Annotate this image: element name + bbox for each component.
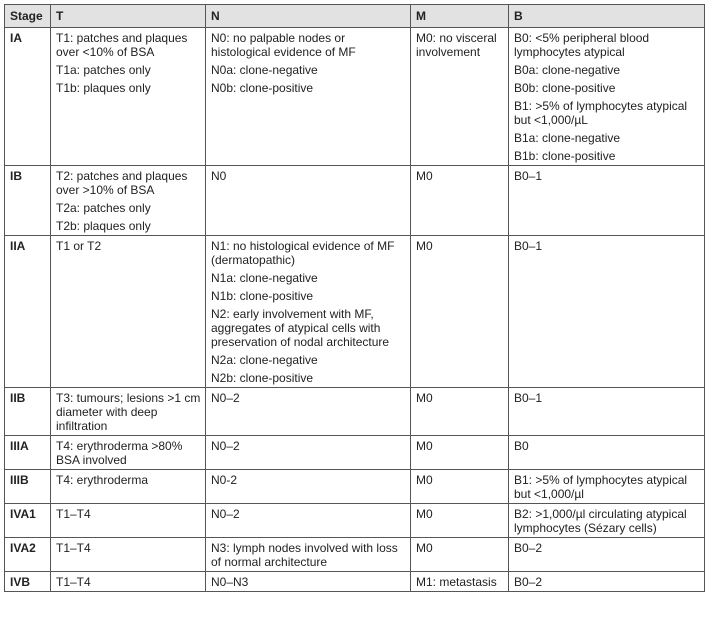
n-cell-line: N0–N3 [211,575,249,589]
header-m: M [411,5,509,28]
n-cell-line: N0-2 [211,473,238,487]
b-cell-line: B1b: clone-positive [514,149,616,163]
table-row [5,538,705,572]
t-cell-line: T4: erythroderma >80% BSA involved [56,439,183,467]
b-cell [509,538,705,572]
b-cell [509,236,705,388]
n-cell-line: N0b: clone-positive [211,81,314,95]
m-cell [411,166,509,236]
m-cell-line: M0 [416,239,433,253]
table-body [5,28,705,592]
stage-cell: IB [5,166,51,236]
n-cell [206,388,411,436]
table-header [5,5,705,28]
t-cell-line: T1 or T2 [56,239,102,253]
table-row [5,504,705,538]
b-cell [509,388,705,436]
b-cell-line: B0–1 [514,169,543,183]
b-cell [509,504,705,538]
n-cell-line: N0: no palpable nodes or histological evidence of MF [211,31,356,59]
t-cell [51,436,206,470]
n-cell-line: N1a: clone-negative [211,271,318,285]
n-cell-line: N0–2 [211,507,240,521]
t-cell-line: T1a: patches only [56,63,151,77]
stage-cell: IIA [5,236,51,388]
m-cell-line: M0 [416,439,433,453]
b-cell-line: B0–2 [514,541,543,555]
n-cell [206,28,411,166]
b-cell-line: B0–2 [514,575,543,589]
b-cell-line: B0–1 [514,239,543,253]
n-cell-line: N0–2 [211,439,240,453]
n-cell [206,504,411,538]
m-cell-line: M0 [416,169,433,183]
stage-cell: IVA2 [5,538,51,572]
header-n: N [206,5,411,28]
n-cell [206,166,411,236]
t-cell [51,236,206,388]
table-row [5,470,705,504]
n-cell-line: N1b: clone-positive [211,289,314,303]
n-cell-line: N3: lymph nodes involved with loss of normal architecture [211,541,398,569]
t-cell-line: T1: patches and plaques over <10% of BSA [56,31,188,59]
t-cell [51,470,206,504]
header-stage: Stage [5,5,51,28]
stage-cell: IA [5,28,51,166]
n-cell-line: N2a: clone-negative [211,353,318,367]
t-cell-line: T3: tumours; lesions >1 cm diameter with deep infiltration [56,391,201,433]
m-cell [411,236,509,388]
table-row [5,572,705,592]
staging-table [4,4,705,592]
b-cell-line: B0 [514,439,529,453]
m-cell-line: M0: no visceral involvement [416,31,497,59]
m-cell [411,436,509,470]
b-cell-line: B0: <5% peripheral blood lymphocytes atypical [514,31,650,59]
t-cell-line: T4: erythroderma [56,473,149,487]
n-cell-line: N1: no histological evidence of MF (dermatopathic) [211,239,395,267]
m-cell-line: M0 [416,541,433,555]
m-cell-line: M1: metastasis [416,575,497,589]
table-row [5,236,705,388]
m-cell-line: M0 [416,473,433,487]
t-cell [51,388,206,436]
t-cell [51,504,206,538]
header-b: B [509,5,705,28]
b-cell [509,470,705,504]
stage-cell: IVB [5,572,51,592]
n-cell-line: N0a: clone-negative [211,63,318,77]
b-cell [509,166,705,236]
t-cell-line: T1b: plaques only [56,81,151,95]
t-cell [51,572,206,592]
m-cell [411,538,509,572]
b-cell-line: B1: >5% of lymphocytes atypical but <1,000/µL [514,99,688,127]
b-cell [509,28,705,166]
t-cell [51,28,206,166]
n-cell [206,236,411,388]
b-cell-line: B0–1 [514,391,543,405]
table-row [5,388,705,436]
n-cell-line: N2: early involvement with MF, aggregates of atypical cells with preservation of nodal architecture [211,307,390,349]
n-cell-line: N2b: clone-positive [211,371,314,385]
table-row [5,436,705,470]
b-cell-line: B1: >5% of lymphocytes atypical but <1,000/µl [514,473,688,501]
t-cell-line: T2a: patches only [56,201,151,215]
n-cell [206,538,411,572]
stage-cell: IIIB [5,470,51,504]
b-cell-line: B1a: clone-negative [514,131,621,145]
t-cell-line: T1–T4 [56,575,91,589]
m-cell [411,470,509,504]
t-cell [51,166,206,236]
header-t: T [51,5,206,28]
t-cell-line: T1–T4 [56,541,91,555]
stage-cell: IIIA [5,436,51,470]
n-cell-line: N0 [211,169,227,183]
m-cell-line: M0 [416,507,433,521]
b-cell-line: B0a: clone-negative [514,63,621,77]
b-cell [509,436,705,470]
stage-cell: IVA1 [5,504,51,538]
t-cell-line: T2: patches and plaques over >10% of BSA [56,169,188,197]
n-cell [206,572,411,592]
b-cell-line: B0b: clone-positive [514,81,616,95]
m-cell [411,572,509,592]
m-cell-line: M0 [416,391,433,405]
t-cell [51,538,206,572]
b-cell [509,572,705,592]
stage-cell: IIB [5,388,51,436]
n-cell-line: N0–2 [211,391,240,405]
table-row [5,28,705,166]
t-cell-line: T2b: plaques only [56,219,151,233]
m-cell [411,28,509,166]
m-cell [411,388,509,436]
t-cell-line: T1–T4 [56,507,91,521]
n-cell [206,470,411,504]
b-cell-line: B2: >1,000/µl circulating atypical lymphocytes (Sézary cells) [514,507,687,535]
table-row [5,166,705,236]
header-row [5,5,705,28]
n-cell [206,436,411,470]
m-cell [411,504,509,538]
